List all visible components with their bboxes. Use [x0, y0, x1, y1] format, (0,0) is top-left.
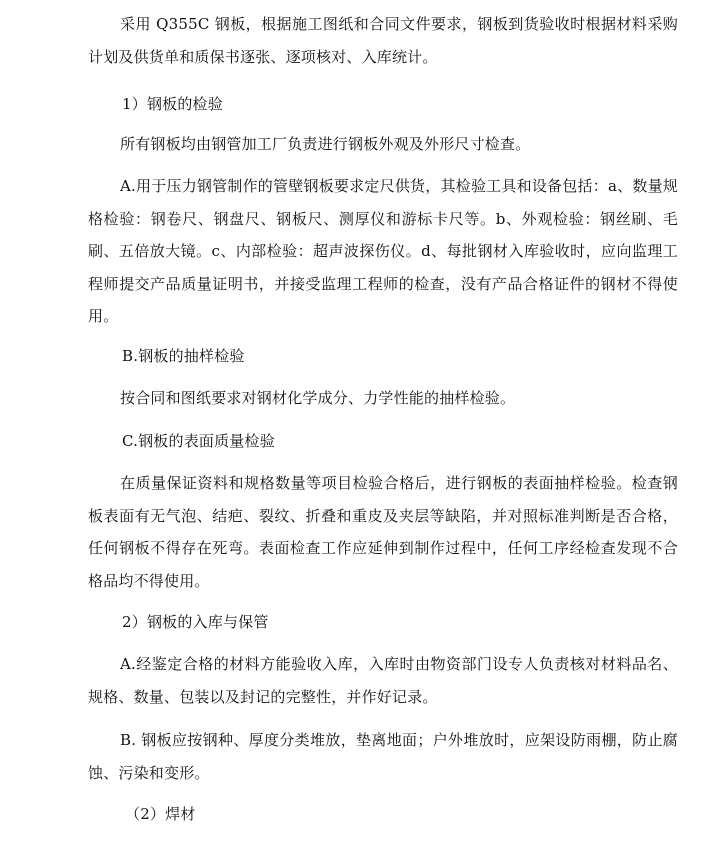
paragraph-intro: 采用 Q355C 钢板，根据施工图纸和合同文件要求，钢板到货验收时根据材料采购计划及供货单和质保书逐张、逐项核对、入库统计。 [88, 15, 678, 66]
heading-storage: 2）钢板的入库与保管 [122, 613, 269, 631]
heading-sampling-inspection: B.钢板的抽样检验 [122, 347, 245, 365]
heading-steel-plate-inspection: 1）钢板的检验 [122, 95, 223, 113]
paragraph-inspection-a: A.用于压力钢管制作的管壁钢板要求定尺供货，其检验工具和设备包括：a、数量规格检验：钢卷尺、钢盘尺、钢板尺、测厚仪和游标卡尺等。b、外观检验：钢丝刷、毛刷、五倍放大镜。c、内部检验：超声波探伤仪。d、每批钢材入库验收时，应向监理工程师提交产品质量证明书，并接受监理工程师的检查，没有产品合格证件的钢材不得使用。 [88, 177, 678, 325]
paragraph-storage-b: B. 钢板应按钢种、厚度分类堆放，垫离地面；户外堆放时，应架设防雨棚，防止腐蚀、污染和变形。 [88, 731, 678, 782]
heading-surface-quality-inspection: C.钢板的表面质量检验 [122, 432, 275, 450]
paragraph-sampling: 按合同和图纸要求对钢材化学成分、力学性能的抽样检验。 [120, 389, 516, 407]
paragraph-surface-quality: 在质量保证资料和规格数量等项目检验合格后，进行钢板的表面抽样检验。检查钢板表面有无气泡、结疤、裂纹、折叠和重皮及夹层等缺陷，并对照标准判断是否合格，任何钢板不得存在死弯。表面检查工作应延伸到制作过程中，任何工序经检查发现不合格品均不得使用。 [88, 474, 678, 590]
heading-welding-materials: （2）焊材 [125, 805, 196, 823]
paragraph-storage-a: A.经鉴定合格的材料方能验收入库，入库时由物资部门设专人负责核对材料品名、规格、数量、包装以及封记的完整性，并作好记录。 [88, 655, 678, 706]
paragraph-inspection-all: 所有钢板均由钢管加工厂负责进行钢板外观及外形尺寸检查。 [120, 135, 531, 153]
